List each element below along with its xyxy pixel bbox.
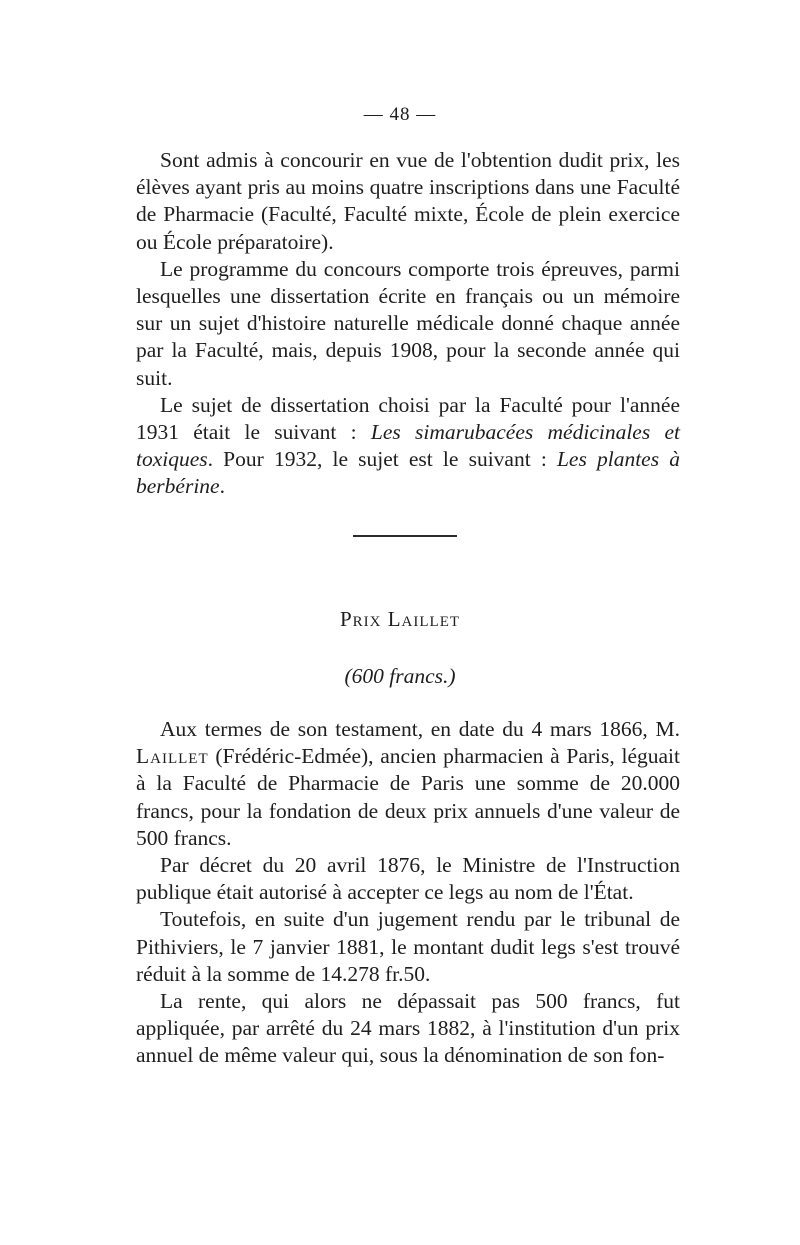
subject-1932-intro: . Pour 1932, le sujet est le suivant : — [207, 447, 557, 472]
paragraph-programme: Le programme du concours comporte trois épreuves, parmi lesquelles une dissertation écrite en français ou un mémoire sur un sujet d'histoire naturelle médicale donné chaque année par la Faculté, mais, depuis 1908, pour la seconde année qui suit. — [136, 256, 680, 390]
donor-name: Laillet — [136, 744, 209, 769]
paragraph-admission: Sont admis à concourir en vue de l'obtention dudit prix, les élèves ayant pris au moins quatre inscriptions dans une Faculté de Pharmacie (Faculté, Faculté mixte, École de plein exercice ou École préparatoire). — [136, 148, 680, 254]
eligibility-text-block — [136, 147, 680, 501]
subject-intro-text: Le sujet de dissertation choisi par la Faculté pour l'année 1931 était le suivant : — [136, 392, 680, 445]
section-title: Prix Laillet — [339, 607, 461, 631]
testament-text-start: Aux termes de son testament, en date du 4 mars 1866, M. — [160, 717, 680, 741]
testament-text-end: (Frédéric-Edmée), ancien pharmacien à Paris, léguait à la Faculté de Pharmacie de Paris une somme de 20.000 francs, pour la fondation de deux prix annuels d'une valeur de 500 francs. — [136, 744, 680, 850]
paragraph-annuity: La rente, qui alors ne dépassait pas 500 francs, fut appliquée, par arrêté du 24 mars 1882, à l'institution d'un prix annuel de même valeur qui, sous la dénomination de son fon- — [136, 989, 680, 1068]
paragraph-judgment: Toutefois, en suite d'un jugement rendu par le tribunal de Pithiviers, le 7 janvier 1881, le montant dudit legs s'est trouvé réduit à la somme de 14.278 fr.50. — [136, 907, 680, 986]
section-subtitle: (600 francs.) — [344, 664, 456, 688]
paragraph-testament — [136, 716, 680, 852]
section-divider — [353, 535, 457, 537]
page-number: — 48 — — [363, 104, 437, 125]
subject-1931-title: Les simarubacées médicinales et toxiques — [136, 420, 680, 472]
subject-1932-title: Les plantes à berbérine — [136, 447, 680, 499]
paragraph-decree: Par décret du 20 avril 1876, le Ministre de l'Instruction publique était autorisé à accepter ce legs au nom de l'État. — [136, 853, 680, 905]
prize-history-text-block — [136, 716, 680, 1070]
subject-final-period: . — [219, 474, 225, 499]
paragraph-subject — [136, 392, 680, 501]
